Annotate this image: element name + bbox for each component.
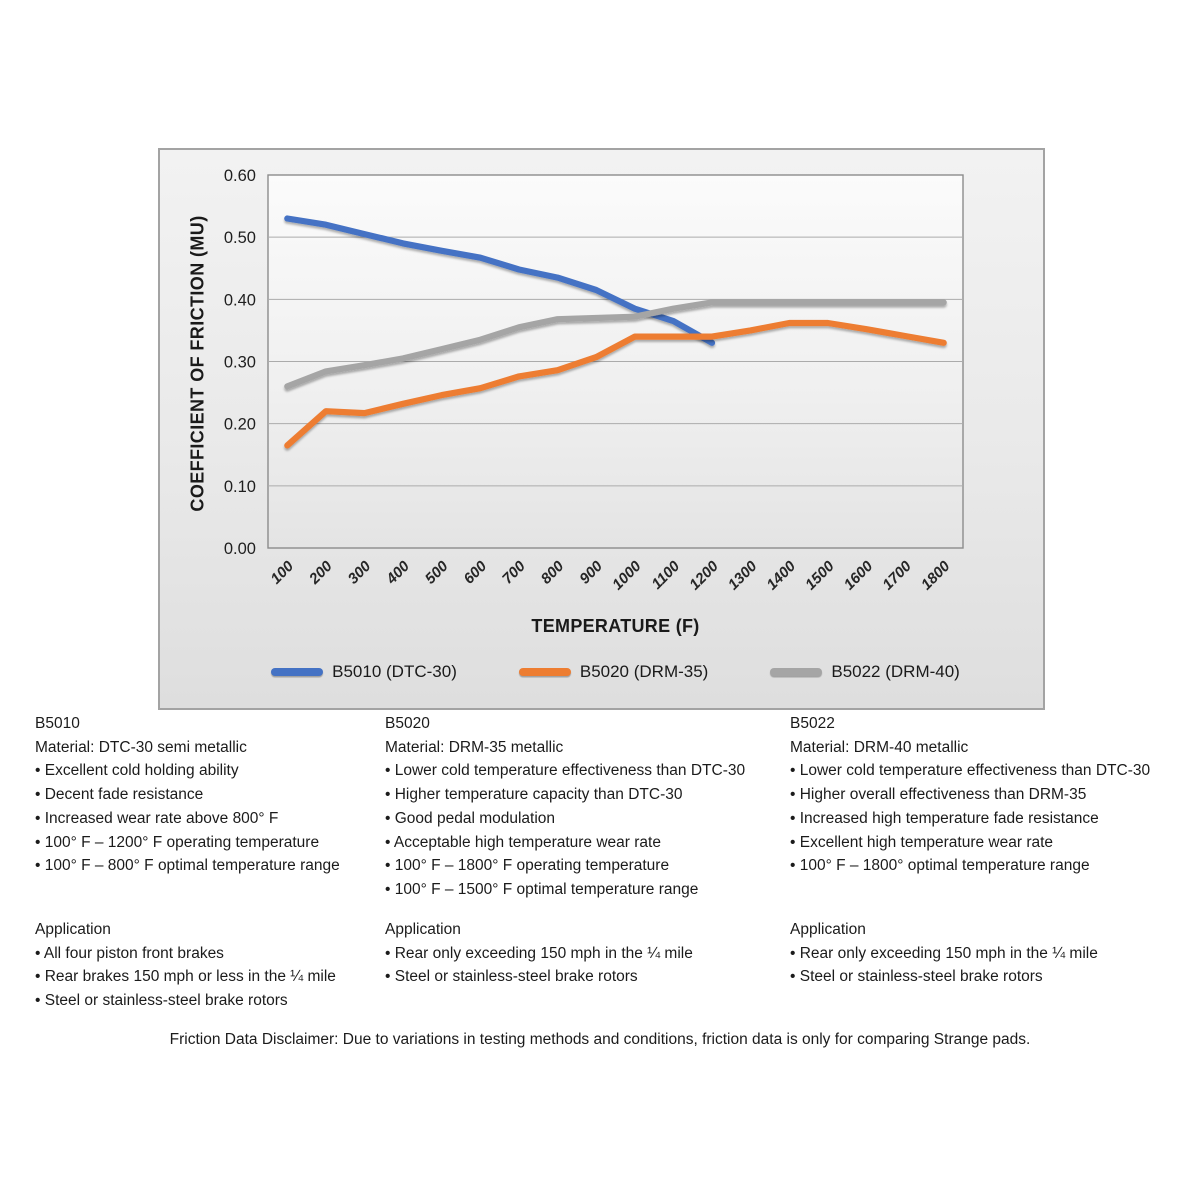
bullet-item: • Higher overall effectiveness than DRM-35 <box>790 786 1087 804</box>
svg-text:0.60: 0.60 <box>223 167 256 185</box>
svg-text:500: 500 <box>421 557 452 588</box>
pad-title: B5010 <box>35 715 80 732</box>
y-axis-title: COEFFICIENT OF FRICTION (MU) <box>187 215 208 512</box>
bullet-item: • All four piston front brakes <box>35 944 224 962</box>
application-title: Application <box>790 921 866 938</box>
bullet-item: • Rear brakes 150 mph or less in the ¼ mile <box>35 968 336 986</box>
svg-text:1700: 1700 <box>879 557 915 594</box>
svg-text:0.20: 0.20 <box>223 415 256 434</box>
application-bullet-list <box>790 942 1190 989</box>
legend-swatch-orange <box>519 668 571 676</box>
pad-material: Material: DRM-35 metallic <box>385 738 564 756</box>
svg-text:900: 900 <box>576 557 607 588</box>
bullet-item: • 100° F – 800° F optimal temperature range <box>35 857 340 875</box>
svg-text:0.50: 0.50 <box>223 229 256 248</box>
svg-text:1400: 1400 <box>763 557 800 594</box>
pad-bullet-list <box>385 759 785 901</box>
bullet-item: • Rear only exceeding 150 mph in the ¼ mile <box>385 944 693 962</box>
svg-text:0.10: 0.10 <box>223 477 256 496</box>
bullet-item: • Lower cold temperature effectiveness than DTC-30 <box>790 762 1151 780</box>
spec-column-b5020 <box>385 712 785 986</box>
svg-text:0.40: 0.40 <box>223 291 256 310</box>
application-title: Application <box>35 921 111 938</box>
application-block <box>790 918 1190 989</box>
bullet-item: • 100° F – 1500° F optimal temperature range <box>385 880 699 898</box>
svg-text:1200: 1200 <box>686 557 722 594</box>
svg-text:1100: 1100 <box>648 557 684 593</box>
pad-bullet-list <box>790 759 1190 878</box>
pad-title: B5022 <box>790 715 835 732</box>
svg-text:600: 600 <box>460 557 491 588</box>
bullet-item: • Increased high temperature fade resistance <box>790 809 1099 827</box>
x-axis-title: TEMPERATURE (F) <box>531 616 700 636</box>
bullet-item: • Excellent cold holding ability <box>35 762 239 780</box>
legend-swatch-gray <box>770 668 822 676</box>
svg-text:200: 200 <box>306 557 336 588</box>
legend-item-b5020 <box>519 662 709 682</box>
spec-column-b5022 <box>790 712 1190 986</box>
chart-legend <box>268 662 963 682</box>
bullet-item: • Higher temperature capacity than DTC-30 <box>385 786 683 804</box>
legend-label: B5020 (DRM-35) <box>579 662 709 681</box>
bullet-item: • 100° F – 1800° optimal temperature range <box>790 857 1090 875</box>
bullet-item: • Steel or stainless-steel brake rotors <box>385 968 638 986</box>
pad-material: Material: DRM-40 metallic <box>790 738 969 756</box>
bullet-item: • Acceptable high temperature wear rate <box>385 833 661 851</box>
bullet-item: • Excellent high temperature wear rate <box>790 833 1054 851</box>
application-bullet-list <box>385 942 785 989</box>
bullet-item: • Steel or stainless-steel brake rotors <box>790 968 1043 986</box>
svg-text:100: 100 <box>267 557 298 588</box>
bullet-item: • Steel or stainless-steel brake rotors <box>35 992 288 1010</box>
svg-text:1600: 1600 <box>840 557 877 594</box>
bullet-item: • 100° F – 1200° F operating temperature <box>35 833 320 851</box>
svg-text:1000: 1000 <box>609 557 645 594</box>
application-bullet-list <box>35 942 380 1013</box>
svg-text:0.00: 0.00 <box>223 540 256 558</box>
svg-text:1500: 1500 <box>802 557 838 594</box>
svg-text:1300: 1300 <box>724 557 761 594</box>
svg-text:0.30: 0.30 <box>223 353 256 372</box>
application-block <box>385 918 785 989</box>
application-title: Application <box>385 921 461 938</box>
pad-title: B5020 <box>385 715 430 732</box>
bullet-item: • Increased wear rate above 800° F <box>35 809 279 827</box>
legend-label: B5022 (DRM-40) <box>831 662 960 681</box>
friction-data-disclaimer: Friction Data Disclaimer: Due to variations in testing methods and conditions, friction data is only for comparing Strange pads. <box>169 1031 1031 1048</box>
legend-swatch-blue <box>271 668 323 676</box>
svg-text:700: 700 <box>499 557 529 588</box>
legend-item-b5010 <box>271 662 457 682</box>
pad-material: Material: DTC-30 semi metallic <box>35 738 247 756</box>
svg-text:1800: 1800 <box>917 557 954 594</box>
bullet-item: • Good pedal modulation <box>385 809 556 827</box>
svg-text:300: 300 <box>344 557 375 588</box>
bullet-item: • Decent fade resistance <box>35 786 204 804</box>
bullet-item: • Lower cold temperature effectiveness than DTC-30 <box>385 762 746 780</box>
svg-text:800: 800 <box>537 557 568 588</box>
application-block <box>35 918 380 1013</box>
svg-text:400: 400 <box>383 557 413 588</box>
legend-item-b5022 <box>770 662 960 682</box>
legend-label: B5010 (DTC-30) <box>332 662 457 681</box>
bullet-item: • Rear only exceeding 150 mph in the ¼ mile <box>790 944 1098 962</box>
pad-bullet-list <box>35 759 380 878</box>
bullet-item: • 100° F – 1800° F operating temperature <box>385 857 670 875</box>
friction-chart <box>158 148 1045 710</box>
spec-column-b5010 <box>35 712 380 1010</box>
